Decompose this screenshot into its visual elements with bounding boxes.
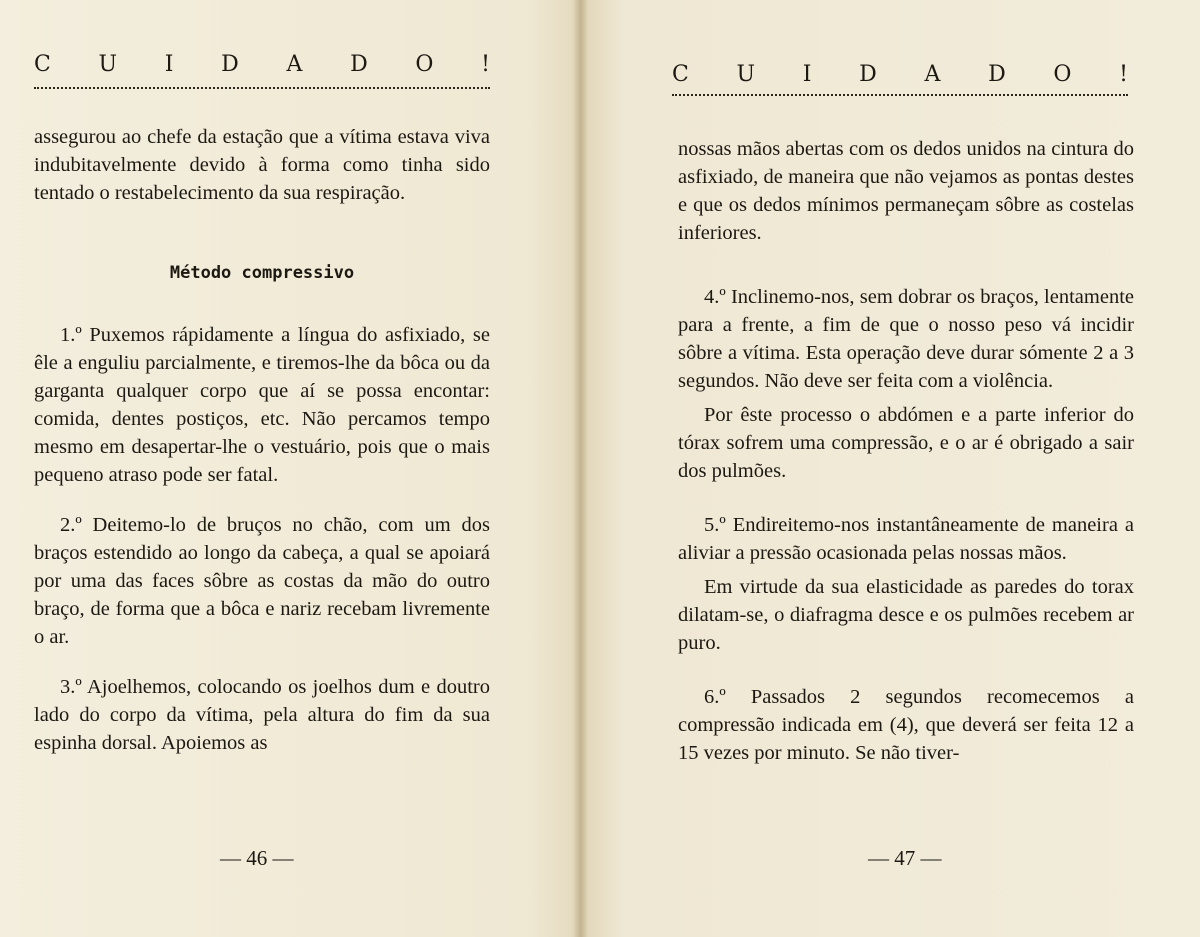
header-letter: ! (1119, 62, 1128, 87)
header-letter: A (924, 62, 941, 87)
running-header-right (672, 62, 1128, 87)
header-letter: C (672, 62, 689, 87)
header-dotted-rule (672, 94, 1128, 96)
running-header-left (34, 52, 490, 77)
paragraph-step-3: 3.º Ajoelhemos, colocando os joelhos dum e doutro lado do corpo da vítima, pela altura do fim da sua espinha dorsal. Apoiemos as (34, 676, 490, 754)
header-letter: D (859, 62, 877, 87)
header-letter: D (350, 52, 368, 77)
left-page (0, 0, 576, 937)
header-letter: A (286, 52, 303, 77)
paragraph-step-1: 1.º Puxemos rápidamente a língua do asfixiado, se êle a enguliu parcialmente, e tiremos-lhe da bôca ou da garganta qualquer corpo que aí se possa encontar: comida, dentes postiços, etc. Não percamos tempo mesmo em desapertar-lhe o vestuário, pois que o mais pequeno atraso pode ser fatal. (34, 324, 490, 486)
header-letter: ! (481, 52, 490, 77)
paragraph-step-5: 5.º Endireitemo-nos instantâneamente de maneira a aliviar a pressão ocasionada pelas nossas mãos. (678, 514, 1134, 564)
paragraph-step-4: 4.º Inclinemo-nos, sem dobrar os braços, lentamente para a frente, a fim de que o nosso peso vá incidir sôbre a vítima. Esta operação deve durar sómente 2 a 3 segundos. Não deve ser feita com a violência. (678, 286, 1134, 392)
paragraph-intro: assegurou ao chefe da estação que a vítima estava viva indubitavelmente devido à forma como tinha sido tentado o restabelecimento da sua respiração. (34, 126, 490, 204)
paragraph-step-5-note: Em virtude da sua elasticidade as paredes do torax dilatam-se, o diafragma desce e os pulmões recebem ar puro. (678, 576, 1134, 654)
header-letter: I (802, 62, 812, 87)
paragraph-continuation: nossas mãos abertas com os dedos unidos na cintura do asfixiado, de maneira que não vejamos as pontas destes e que os dedos mínimos permaneçam sôbre as costelas inferiores. (678, 138, 1134, 244)
book-gutter (574, 0, 588, 937)
header-letter: D (988, 62, 1006, 87)
header-letter: O (1053, 62, 1072, 87)
header-letter: C (34, 52, 51, 77)
page-number-left: — 46 — (220, 846, 294, 870)
page-number-right: — 47 — (868, 846, 942, 870)
paragraph-step-2: 2.º Deitemo-lo de bruços no chão, com um dos braços estendido ao longo da cabeça, a qual se apoiará por uma das faces sôbre as costas da mão do outro braço, de forma que a bôca e nariz recebam livremente o ar. (34, 514, 490, 648)
header-letter: U (736, 62, 756, 87)
left-page-text (34, 123, 490, 757)
header-letter: D (221, 52, 239, 77)
paragraph-step-4-note: Por êste processo o abdómen e a parte inferior do tórax sofrem uma compressão, e o ar é obrigado a sair dos pulmões. (678, 404, 1134, 482)
header-dotted-rule (34, 87, 490, 89)
section-heading: Método compressivo (169, 263, 355, 283)
right-page-text (678, 135, 1134, 767)
right-page (590, 0, 1200, 937)
header-letter: U (98, 52, 118, 77)
header-letter: I (164, 52, 174, 77)
header-letter: O (415, 52, 434, 77)
paragraph-step-6: 6.º Passados 2 segundos recomecemos a compressão indicada em (4), que deverá ser feita 12 a 15 vezes por minuto. Se não tiver- (678, 686, 1134, 764)
